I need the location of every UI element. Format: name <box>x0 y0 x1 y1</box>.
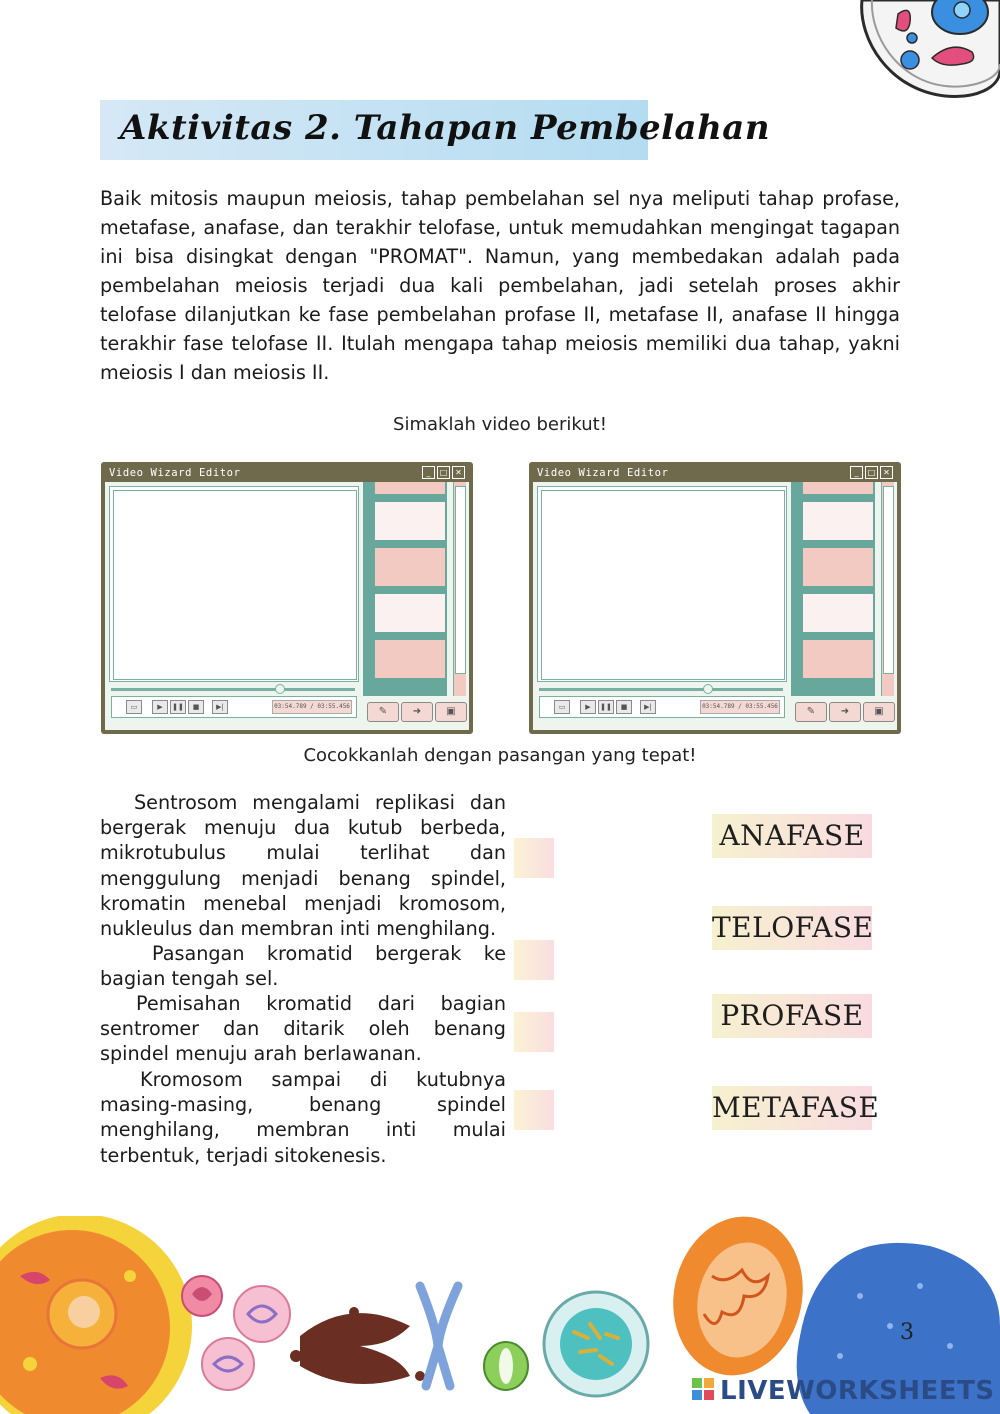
pause-icon[interactable]: ❚❚ <box>598 700 614 714</box>
pen-icon[interactable]: ✎ <box>795 702 827 722</box>
frame-thumb[interactable] <box>375 640 445 678</box>
pause-icon[interactable]: ❚❚ <box>170 700 186 714</box>
frame-thumb[interactable] <box>803 548 873 586</box>
transport-bar <box>539 696 785 718</box>
pen-icon[interactable]: ✎ <box>367 702 399 722</box>
play-icon[interactable]: ▶ <box>580 700 596 714</box>
video-screen[interactable] <box>541 490 785 680</box>
statement-anafase: Pemisahan kromatid dari bagian sentromer dan ditarik oleh benang spindel menuju arah berlawanan. <box>100 992 506 1066</box>
window-body <box>533 482 897 730</box>
frame-thumb[interactable] <box>803 594 873 632</box>
next-icon[interactable]: ▶| <box>640 700 656 714</box>
frame-thumb[interactable] <box>375 594 445 632</box>
scrollbar[interactable] <box>881 482 894 696</box>
minimize-icon[interactable]: _ <box>850 466 863 479</box>
folder-icon[interactable]: ▭ <box>126 700 142 714</box>
play-icon[interactable]: ▶ <box>152 700 168 714</box>
statement-metafase: Pasangan kromatid bergerak ke bagian tengah sel. <box>100 942 506 991</box>
close-icon[interactable]: ✕ <box>880 466 893 479</box>
stop-icon[interactable]: ■ <box>188 700 204 714</box>
video-editor-window <box>529 462 901 734</box>
timecode: 03:54.789 / 03:55.456 <box>272 700 352 714</box>
scrollbar[interactable] <box>453 482 466 696</box>
statement-telofase: Kromosom sampai di kutubnya masing-masing, benang spindel menghilang, membran inti mulai terbentuk, terjadi sitokenesis. <box>100 1068 506 1167</box>
frame-strip <box>791 482 875 696</box>
frame-thumb[interactable] <box>375 502 445 540</box>
answer-drop-box[interactable] <box>514 940 554 980</box>
timeline-handle[interactable] <box>703 684 713 694</box>
forward-icon[interactable]: ➜ <box>401 702 433 722</box>
timeline-handle[interactable] <box>275 684 285 694</box>
liveworksheets-logo-icon <box>692 1378 716 1402</box>
answer-drop-box[interactable] <box>514 838 554 878</box>
save-icon[interactable]: ▣ <box>435 702 467 722</box>
page-number: 3 <box>900 1320 914 1345</box>
watch-instruction: Simaklah video berikut! <box>393 414 607 435</box>
label-telofase[interactable]: TELOFASE <box>712 906 872 950</box>
label-metafase[interactable]: METAFASE <box>712 1086 872 1130</box>
match-instruction: Cocokkanlah dengan pasangan yang tepat! <box>303 745 697 766</box>
frame-thumb[interactable] <box>803 482 873 494</box>
stop-icon[interactable]: ■ <box>616 700 632 714</box>
video-player[interactable] <box>537 486 787 682</box>
statement-profase: Sentrosom mengalami replikasi dan bergerak menuju dua kutub berbeda, mikrotubulus mulai terlihat dan menggulung menjadi benang spindel, kromatin menebal menjadi kromosom, nukleulus dan membran inti menghilang. <box>100 791 506 941</box>
window-title: Video Wizard Editor <box>537 467 669 479</box>
save-icon[interactable]: ▣ <box>863 702 895 722</box>
minimize-icon[interactable]: _ <box>422 466 435 479</box>
timecode: 03:54.789 / 03:55.456 <box>700 700 780 714</box>
watermark: LIVEWORKSHEETS <box>720 1376 995 1406</box>
frame-thumb[interactable] <box>803 640 873 678</box>
frame-strip <box>363 482 447 696</box>
scrollbar-thumb[interactable] <box>883 486 894 674</box>
video-timeline[interactable] <box>111 688 355 691</box>
cell-illustration-top <box>850 0 1000 100</box>
forward-icon[interactable]: ➜ <box>829 702 861 722</box>
label-profase[interactable]: PROFASE <box>712 994 872 1038</box>
next-icon[interactable]: ▶| <box>212 700 228 714</box>
transport-bar <box>111 696 357 718</box>
folder-icon[interactable]: ▭ <box>554 700 570 714</box>
intro-paragraph: Baik mitosis maupun meiosis, tahap pembelahan sel nya meliputi tahap profase, metafase, anafase, dan terakhir telofase, untuk memudahkan mengingat tagapan ini bisa disingkat dengan "PROMAT". Namun, yang membedakan adalah pada pembelahan meiosis terjadi dua kali pembelahan, jadi setelah proses akhir telofase dilanjutkan ke fase pembelahan profase II, metafase II, anafase II hingga terakhir fase telofase II. Itulah mengapa tahap meiosis memiliki dua tahap, yakni meiosis I dan meiosis II. <box>100 187 900 384</box>
window-title: Video Wizard Editor <box>109 467 241 479</box>
label-anafase[interactable]: ANAFASE <box>712 814 872 858</box>
video-player[interactable] <box>109 486 359 682</box>
scrollbar-thumb[interactable] <box>455 486 466 674</box>
maximize-icon[interactable]: □ <box>437 466 450 479</box>
answer-drop-box[interactable] <box>514 1090 554 1130</box>
video-timeline[interactable] <box>539 688 783 691</box>
frame-thumb[interactable] <box>375 548 445 586</box>
video-screen[interactable] <box>113 490 357 680</box>
close-icon[interactable]: ✕ <box>452 466 465 479</box>
window-body <box>105 482 469 730</box>
frame-thumb[interactable] <box>375 482 445 494</box>
answer-drop-box[interactable] <box>514 1012 554 1052</box>
frame-thumb[interactable] <box>803 502 873 540</box>
maximize-icon[interactable]: □ <box>865 466 878 479</box>
video-editor-window <box>101 462 473 734</box>
page-title: Aktivitas 2. Tahapan Pembelahan <box>120 108 771 148</box>
